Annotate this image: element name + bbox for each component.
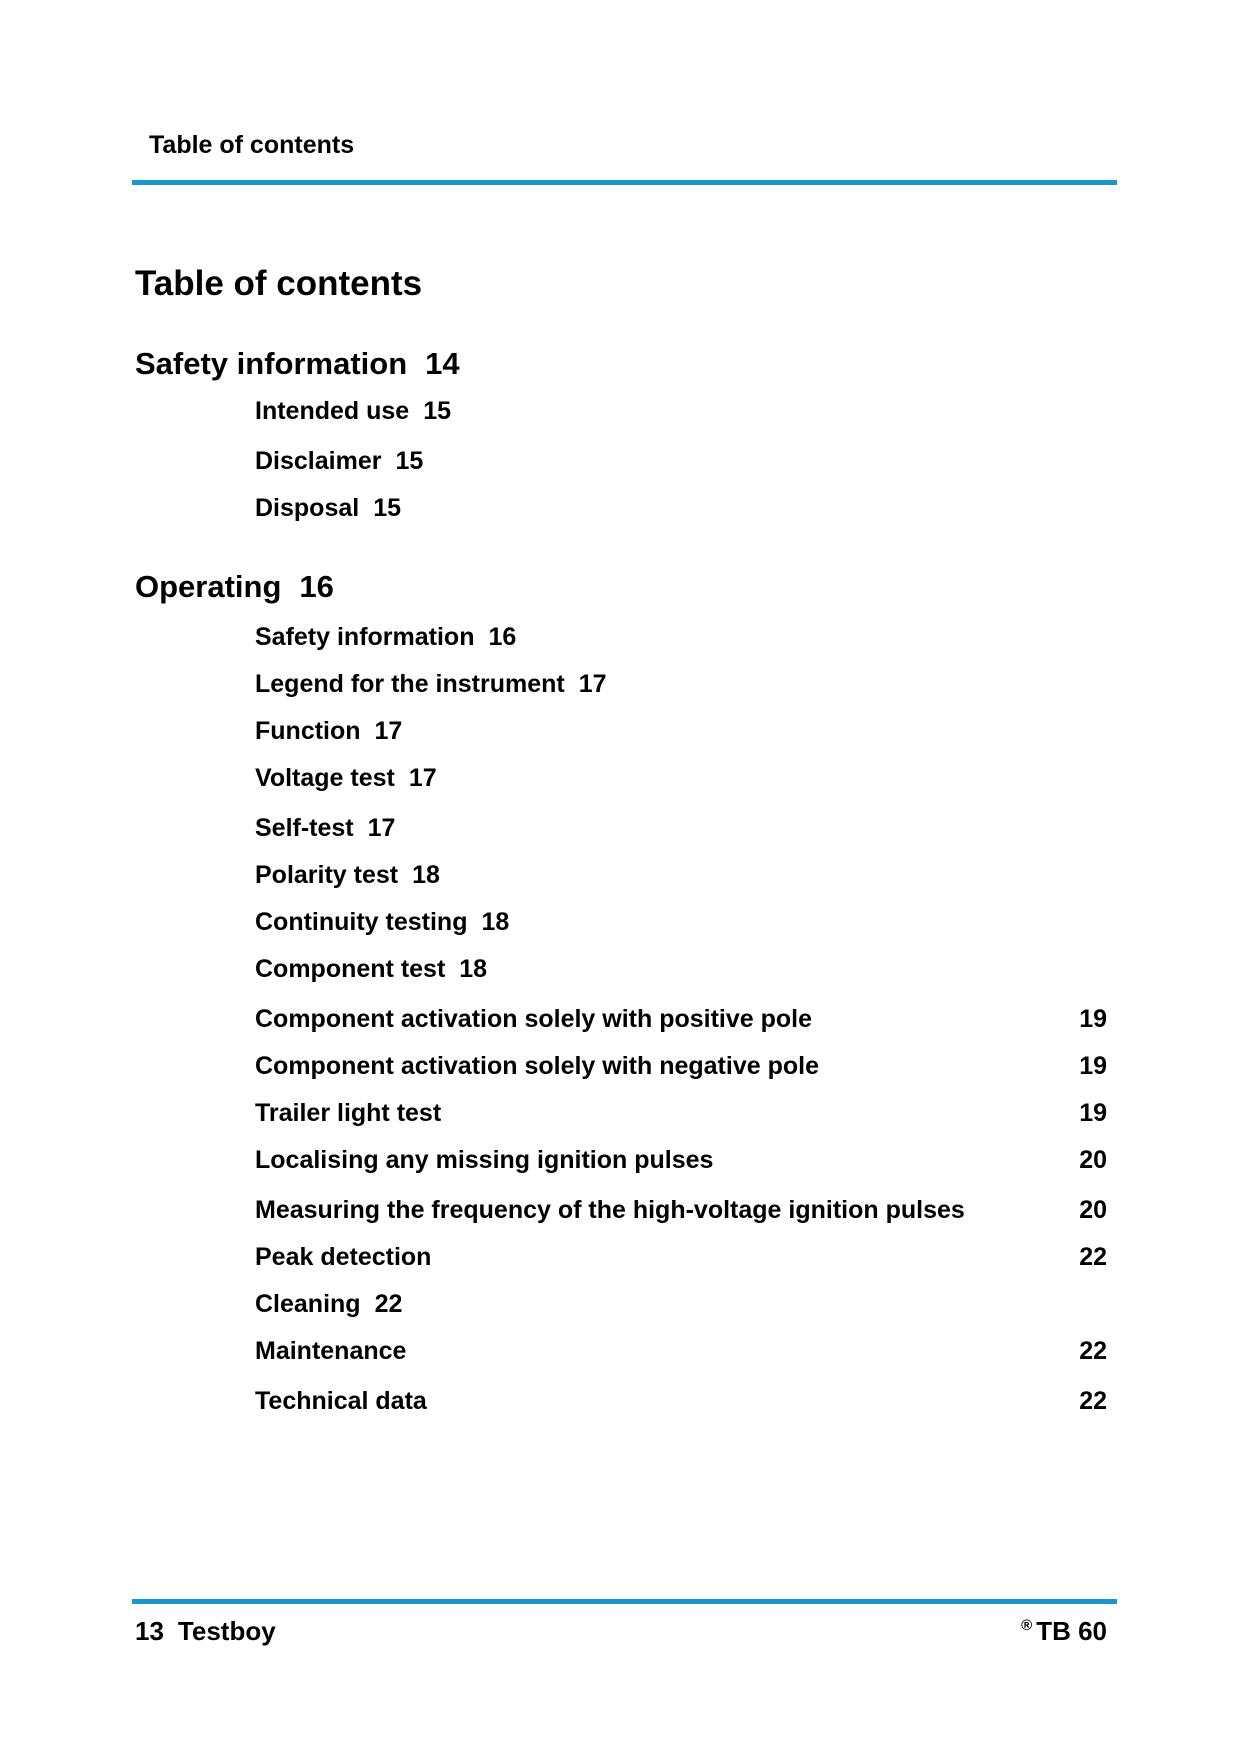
toc-entry-label: Safety information xyxy=(255,623,475,651)
toc-entry[interactable] xyxy=(255,1196,1107,1225)
toc-entry[interactable] xyxy=(255,955,487,984)
toc-entry-page: 15 xyxy=(423,397,451,425)
toc-entry-page: 15 xyxy=(395,447,424,475)
toc-entry-label: Cleaning xyxy=(255,1290,361,1318)
toc-entry-page: 18 xyxy=(481,908,510,936)
toc-entry-page: 15 xyxy=(373,494,402,522)
toc-entry-label: Component test xyxy=(255,955,446,983)
toc-entry-page: 22 xyxy=(374,1290,403,1318)
toc-entry-label: Peak detection xyxy=(255,1243,432,1271)
running-header: Table of contents xyxy=(149,131,355,159)
toc-entry[interactable] xyxy=(255,1005,1107,1034)
toc-entry[interactable] xyxy=(255,764,437,793)
toc-entry-label: Continuity testing xyxy=(255,908,468,936)
toc-section-page: 14 xyxy=(425,346,460,381)
footer-model: TB 60 xyxy=(1036,1616,1107,1646)
toc-entry[interactable] xyxy=(255,717,402,746)
footer-left xyxy=(135,1616,276,1647)
toc-entry-label: Polarity test xyxy=(255,861,399,889)
footer-rule xyxy=(132,1599,1117,1604)
toc-entry-label: Component activation solely with negative pole xyxy=(255,1052,819,1080)
toc-entry-page: 18 xyxy=(459,955,488,983)
toc-entry-label: Disclaimer xyxy=(255,447,382,475)
toc-entry-page: 20 xyxy=(1079,1146,1107,1174)
toc-entry-page: 22 xyxy=(1079,1243,1107,1271)
toc-entry-page: 16 xyxy=(488,623,517,651)
toc-entry-page: 19 xyxy=(1079,1052,1107,1080)
registered-mark: ® xyxy=(1021,1617,1033,1634)
toc-entry[interactable] xyxy=(255,814,395,843)
toc-entry-page: 18 xyxy=(412,861,440,889)
page-title: Table of contents xyxy=(135,264,423,303)
toc-entry-label: Maintenance xyxy=(255,1337,407,1365)
toc-entry-label: Trailer light test xyxy=(255,1099,442,1127)
footer-brand: Testboy xyxy=(177,1616,276,1646)
toc-entry[interactable] xyxy=(255,1243,1107,1272)
toc-entry-page: 19 xyxy=(1079,1099,1107,1127)
toc-entry[interactable] xyxy=(255,1146,1107,1175)
toc-entry-page: 22 xyxy=(1079,1387,1107,1415)
toc-entry-page: 20 xyxy=(1079,1196,1107,1224)
toc-entry[interactable] xyxy=(255,861,440,890)
toc-entry-label: Technical data xyxy=(255,1387,427,1415)
toc-section-page: 16 xyxy=(299,569,334,604)
toc-section-title: Safety information xyxy=(135,346,408,381)
toc-entry[interactable] xyxy=(255,670,607,699)
toc-entry[interactable] xyxy=(255,908,509,937)
toc-entry-label: Measuring the frequency of the high-voltage ignition pulses xyxy=(255,1196,965,1224)
header-rule xyxy=(132,180,1117,185)
toc-entry-page: 19 xyxy=(1079,1005,1107,1033)
toc-entry-page: 17 xyxy=(578,670,607,698)
toc-entry[interactable] xyxy=(255,494,401,523)
toc-entry[interactable] xyxy=(255,397,451,426)
toc-entry[interactable] xyxy=(255,1099,1107,1128)
toc-entry-page: 22 xyxy=(1079,1337,1107,1365)
toc-entry-label: Localising any missing ignition pulses xyxy=(255,1146,714,1174)
footer-page-number: 13 xyxy=(135,1616,164,1646)
toc-entry-label: Intended use xyxy=(255,397,410,425)
toc-entry-label: Self-test xyxy=(255,814,354,842)
toc-section-title: Operating xyxy=(135,569,282,604)
toc-entry[interactable] xyxy=(255,447,423,476)
toc-entry-label: Function xyxy=(255,717,361,745)
toc-section-safety-information[interactable] xyxy=(135,346,460,382)
toc-entry[interactable] xyxy=(255,1337,1107,1366)
toc-entry-label: Disposal xyxy=(255,494,360,522)
toc-entry-label: Component activation solely with positive pole xyxy=(255,1005,813,1033)
toc-entry-page: 17 xyxy=(408,764,437,792)
toc-section-operating[interactable] xyxy=(135,569,334,605)
toc-entry-page: 17 xyxy=(367,814,396,842)
toc-entry-label: Voltage test xyxy=(255,764,395,792)
toc-entry-page: 17 xyxy=(374,717,403,745)
toc-entry[interactable] xyxy=(255,1290,402,1319)
toc-entry[interactable] xyxy=(255,623,516,652)
footer-right xyxy=(1021,1616,1107,1647)
toc-entry[interactable] xyxy=(255,1052,1107,1081)
toc-entry[interactable] xyxy=(255,1387,1107,1416)
toc-entry-label: Legend for the instrument xyxy=(255,670,565,698)
